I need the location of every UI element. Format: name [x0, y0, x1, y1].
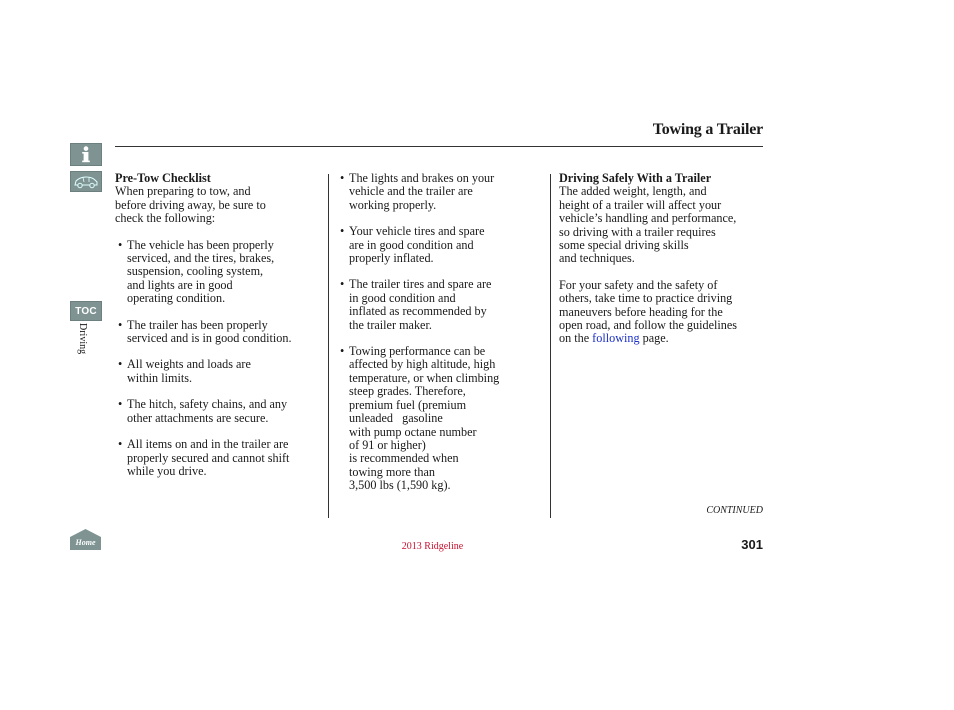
- list-item: • All items on and in the trailer are properly secured and cannot shift while you drive.: [115, 438, 320, 478]
- info-icon: [80, 146, 92, 163]
- column-divider-2: [550, 174, 551, 518]
- car-icon: [73, 175, 99, 189]
- paragraph-2: For your safety and the safety of others, take time to practice driving maneuvers before heading for the open road, and follow the guidelines on the following page.: [559, 277, 738, 346]
- list-item: • The vehicle has been properly serviced, and the tires, brakes, suspension, cooling system, and lights are in good operating condition.: [115, 239, 320, 306]
- home-button[interactable]: [70, 529, 101, 550]
- continued-label: CONTINUED: [706, 505, 763, 516]
- driving-safely-heading: Driving Safely With a Trailer: [559, 171, 712, 185]
- list-item: • The lights and brakes on your vehicle and the trailer are working properly.: [337, 172, 542, 212]
- intro-paragraph: When preparing to tow, and before driving away, be sure to check the following:: [115, 184, 266, 226]
- page-number: 301: [741, 537, 763, 552]
- list-item: • All weights and loads are within limits.: [115, 358, 320, 385]
- column-divider-1: [328, 174, 329, 518]
- column-1: [115, 172, 320, 478]
- info-button[interactable]: [70, 143, 102, 166]
- home-icon: [70, 529, 101, 550]
- list-item: • The trailer tires and spare are in good condition and inflated as recommended by the trailer maker.: [337, 278, 542, 332]
- section-tab-driving[interactable]: Driving: [77, 323, 88, 355]
- toc-label: TOC: [75, 305, 97, 317]
- following-page-link[interactable]: following: [592, 331, 640, 346]
- list-item: • The trailer has been properly serviced and is in good condition.: [115, 319, 320, 346]
- toc-button[interactable]: [70, 301, 102, 321]
- paragraph-1: The added weight, length, and height of a trailer will affect your vehicle’s handling and performance, so driving with a trailer requires some special driving skills and techniques.: [559, 184, 737, 266]
- home-label: Home: [75, 538, 96, 547]
- header-rule: [115, 146, 763, 147]
- column-3: [559, 172, 764, 346]
- vehicle-index-button[interactable]: [70, 171, 102, 192]
- list-item: • Towing performance can be affected by high altitude, high temperature, or when climbing steep grades. Therefore, premium fuel (premium unleaded gasoline with pump octane number of 91 or higher) is recommended when towing more than 3,500 lbs (1,590 kg).: [337, 345, 542, 492]
- list-item: • The hitch, safety chains, and any other attachments are secure.: [115, 398, 320, 425]
- footer-model: 2013 Ridgeline: [401, 541, 464, 552]
- pre-tow-checklist-heading: Pre-Tow Checklist: [115, 171, 211, 185]
- page-title: Towing a Trailer: [652, 121, 763, 138]
- list-item: • Your vehicle tires and spare are in good condition and properly inflated.: [337, 225, 542, 265]
- column-2: [337, 172, 542, 493]
